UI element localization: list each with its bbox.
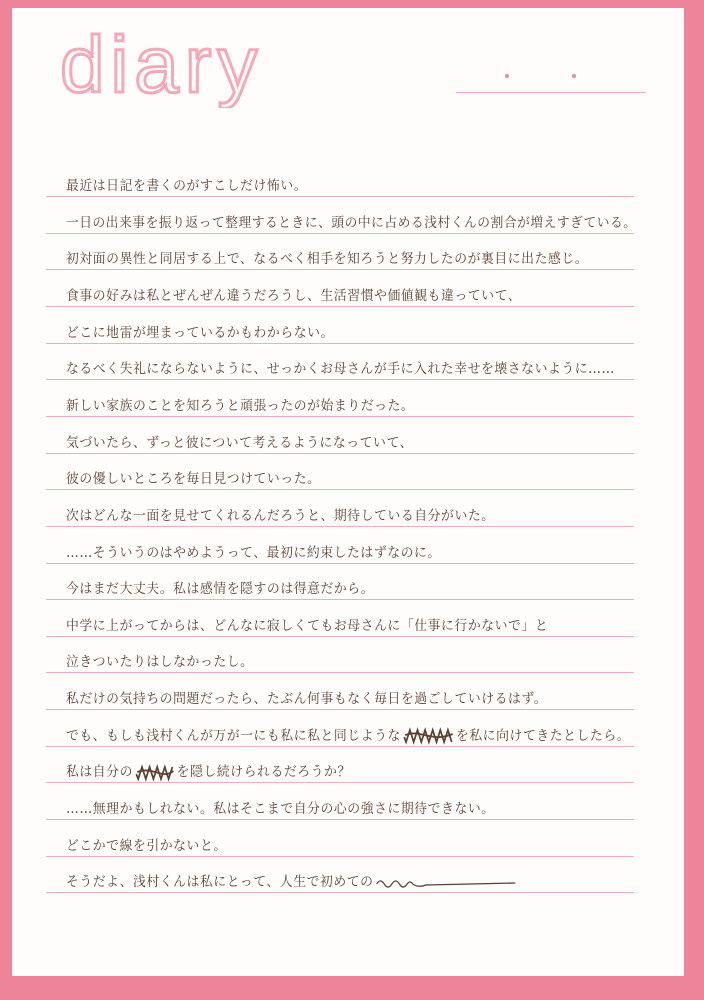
diary-line: 今はまだ大丈夫。私は感情を隠すのは得意だから。 — [66, 581, 375, 598]
diary-line-text: 私は自分の — [66, 764, 133, 781]
ruled-line — [46, 196, 634, 197]
diary-line: 中学に上がってからは、どんなに寂しくてもお母さんに「仕事に行かないで」と — [66, 617, 549, 634]
scribbled-out-word — [134, 764, 176, 782]
ruled-line — [46, 343, 634, 344]
ruled-line — [46, 672, 634, 673]
ruled-line — [46, 782, 634, 783]
diary-title — [58, 28, 378, 108]
ruled-line — [46, 379, 634, 380]
diary-line: ……そういうのはやめようって、最初に約束したはずなのに。 — [66, 544, 441, 561]
diary-line-text: を隠し続けられるだろうか？ — [176, 764, 351, 781]
diary-line: 初対面の異性と同居する上で、なるべく相手を知ろうと努力したのが裏目に出た感じ。 — [66, 251, 589, 268]
diary-line-text: そうだよ、浅村くんは私にとって、人生で初めての — [66, 874, 374, 891]
date-field — [456, 92, 646, 93]
diary-line: どこかで線を引かないと。 — [66, 837, 227, 854]
paper-sheet — [12, 8, 684, 976]
ruled-line — [46, 563, 634, 564]
diary-line: ……無理かもしれない。私はそこまで自分の心の強さに期待できない。 — [66, 801, 495, 818]
diary-line: 泣きついたりはしなかったし。 — [66, 654, 254, 671]
ruled-line — [46, 819, 634, 820]
diary-line: 彼の優しいところを毎日見つけていった。 — [66, 471, 321, 488]
ruled-line — [46, 416, 634, 417]
date-separator-dot — [572, 74, 576, 78]
ruled-line — [46, 233, 634, 234]
diary-line-text: を私に向けてきたとしたら。 — [455, 727, 631, 744]
diary-line: 食事の好みは私とぜんぜん違うだろうし、生活習慣や価値観も違っていて、 — [66, 287, 522, 304]
ruled-line — [46, 269, 634, 270]
ruled-line — [46, 306, 634, 307]
diary-title-text: diary — [60, 28, 264, 108]
diary-line: どこに地雷が埋まっているかもわからない。 — [66, 324, 334, 341]
diary-line: 最近は日記を書くのがすこしだけ怖い。 — [66, 178, 308, 194]
ruled-line — [46, 892, 634, 893]
diary-line — [66, 870, 636, 892]
ruled-line — [46, 636, 634, 637]
ruled-line — [46, 746, 634, 747]
diary-line: 一日の出来事を振り返って整理するときに、頭の中に占める浅村くんの割合が増えすぎている。 — [66, 214, 637, 231]
ruled-line — [46, 526, 634, 527]
ruled-line — [46, 599, 634, 600]
date-separator-dot — [505, 74, 509, 78]
trailing-scribble — [375, 874, 518, 892]
ruled-line — [46, 709, 634, 710]
diary-line: 次はどんな一面を見せてくれるんだろうと、期待している自分がいた。 — [66, 507, 495, 524]
scribbled-out-word — [402, 727, 455, 745]
diary-line: 新しい家族のことを知ろうと頑張ったのが始まりだった。 — [66, 397, 415, 414]
ruled-line — [46, 856, 634, 857]
diary-line: 私だけの気持ちの問題だったら、たぶん何事もなく毎日を過ごしていけるはず。 — [66, 691, 548, 708]
diary-line-text: でも、もしも浅村くんが万が一にも私に私と同じような — [66, 727, 401, 744]
diary-line — [66, 724, 636, 746]
diary-line: 気づいたら、ずっと彼について考えるようになっていて、 — [66, 434, 413, 451]
ruled-line — [46, 453, 634, 454]
diary-line: なるべく失礼にならないように、せっかくお母さんが手に入れた幸せを壊さないように…… — [66, 361, 615, 378]
ruled-line — [46, 489, 634, 490]
diary-line — [66, 760, 636, 782]
